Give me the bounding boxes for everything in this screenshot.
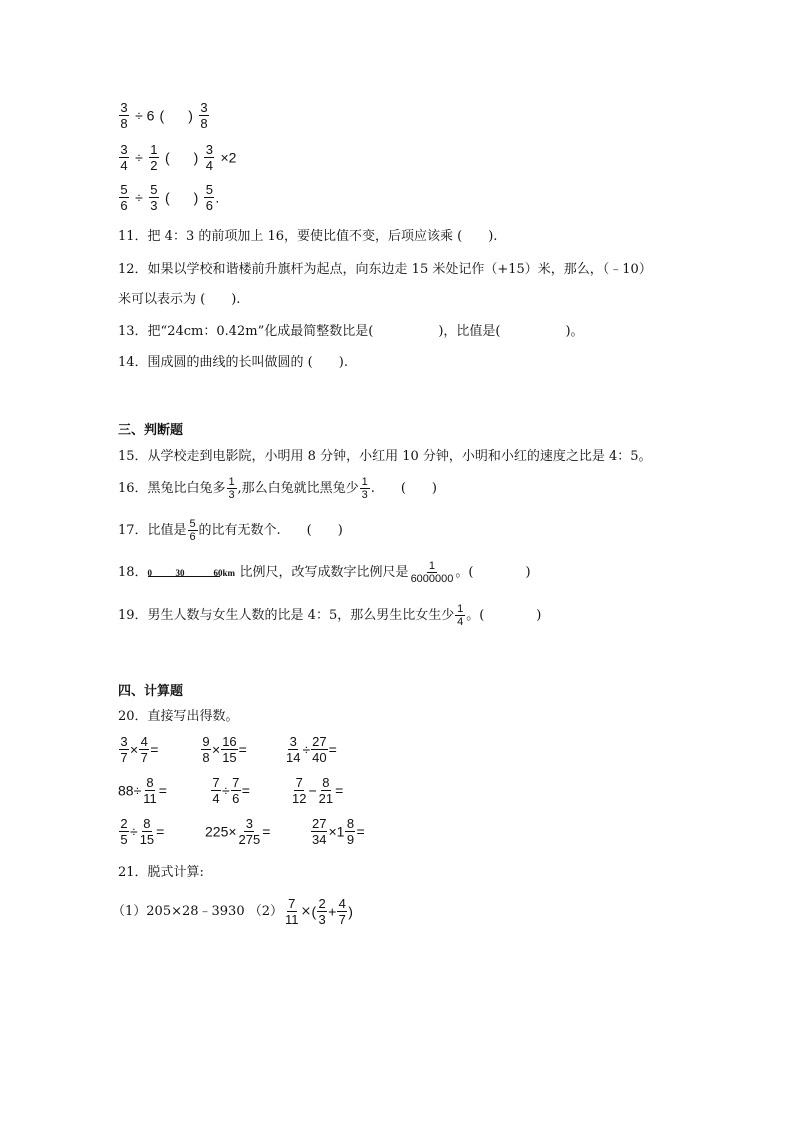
calc-item: $\frac{3}{7}$ × $\frac{4}{7}$ = bbox=[120, 734, 159, 765]
question-13: 13．把“24cm：0.42m”化成最简整数比是( )，比值是( )。 bbox=[118, 324, 584, 339]
question-21: 21．脱式计算: bbox=[118, 865, 204, 880]
fraction: $\frac{3}{4}$ bbox=[205, 142, 214, 173]
fraction: $\frac{1}{2}$ bbox=[150, 142, 158, 173]
question-18: 18． 0 30 60km 比例尺，改写成数字比例尺是 $\frac{1}{6000000}$ 。( ) bbox=[118, 560, 531, 585]
fraction: $\frac{5}{6}$ bbox=[205, 182, 214, 213]
section-heading-calculation: 四、计算题 bbox=[118, 684, 184, 699]
question-11: 11．把 4：3 的前项加上 16，要使比值不变，后项应该乘 ( ). bbox=[118, 229, 498, 244]
question-19: 19．男生人数与女生人数的比是 4：5，那么男生比女生少 $\frac{1}{4}$ 。( ) bbox=[118, 603, 542, 628]
question-15: 15．从学校走到电影院，小明用 8 分钟，小红用 10 分钟，小明和小红的速度之比是 4：5。 bbox=[118, 449, 652, 464]
fraction: $\frac{5}{6}$ bbox=[120, 182, 128, 213]
fraction: $\frac{5}{3}$ bbox=[150, 182, 158, 213]
compare-row-2: $\frac{3}{4}$ ÷ $\frac{1}{2}$ ( ) $\frac{3}{4}$ ×2 bbox=[120, 142, 237, 173]
question-20: 20．直接写出得数。 bbox=[118, 709, 239, 724]
question-16: 16．黑兔比白兔多 $\frac{1}{3}$ ,那么白兔就比黑兔少 $\frac{1}{3}$ . ( ) bbox=[118, 476, 437, 501]
question-14: 14．围成圆的曲线的长叫做圆的 ( ). bbox=[118, 355, 348, 370]
calc-item: $\frac{2}{5}$ ÷ $\frac{8}{15}$ = bbox=[120, 816, 165, 847]
fraction: $\frac{1}{3}$ bbox=[228, 476, 235, 501]
question-21-items: （1）205×28﹣3930 （2） $\frac{7}{11}$ ×( $\frac{2}{3}$ + $\frac{4}{7}$ ) bbox=[112, 896, 353, 927]
fraction: $\frac{3}{8}$ bbox=[200, 100, 208, 131]
compare-row-1: $\frac{3}{8}$ ÷ 6 ( ) $\frac{3}{8}$ bbox=[120, 100, 208, 131]
calc-item: $\frac{7}{4}$ ÷ $\frac{7}{6}$ = bbox=[212, 775, 250, 806]
scale-bar: 0 30 60km bbox=[147, 567, 236, 578]
section-heading-judgment: 三、判断题 bbox=[118, 423, 184, 438]
fraction: $\frac{1}{4}$ bbox=[457, 603, 464, 628]
calc-item: $\frac{27}{34}$ ×1 $\frac{8}{9}$ = bbox=[312, 816, 365, 847]
calc-item: $\frac{7}{12}$ − $\frac{8}{21}$ = bbox=[292, 775, 344, 806]
fraction: $\frac{3}{8}$ bbox=[120, 100, 128, 131]
question-12-line1: 12．如果以学校和谐楼前升旗杆为起点，向东边走 15 米处记作（+15）米，那么，（﹣10） bbox=[118, 262, 652, 277]
calc-item: 225× $\frac{3}{275}$ = bbox=[205, 816, 271, 847]
calc-item: 88÷ $\frac{8}{11}$ = bbox=[118, 775, 167, 806]
calc-item: $\frac{3}{14}$ ÷ $\frac{27}{40}$ = bbox=[286, 734, 337, 765]
fraction: $\frac{1}{3}$ bbox=[361, 476, 368, 501]
compare-row-3: $\frac{5}{6}$ ÷ $\frac{5}{3}$ ( ) $\frac{5}{6}$ . bbox=[120, 182, 220, 213]
calc-item: $\frac{9}{8}$ × $\frac{16}{15}$ = bbox=[202, 734, 247, 765]
fraction: $\frac{1}{6000000}$ bbox=[410, 560, 454, 585]
question-12-line2: 米可以表示为 ( ). bbox=[118, 292, 241, 307]
fraction: $\frac{5}{6}$ bbox=[189, 518, 196, 543]
question-17: 17．比值是 $\frac{5}{6}$ 的比有无数个. ( ) bbox=[118, 518, 343, 543]
fraction: $\frac{3}{4}$ bbox=[120, 142, 128, 173]
